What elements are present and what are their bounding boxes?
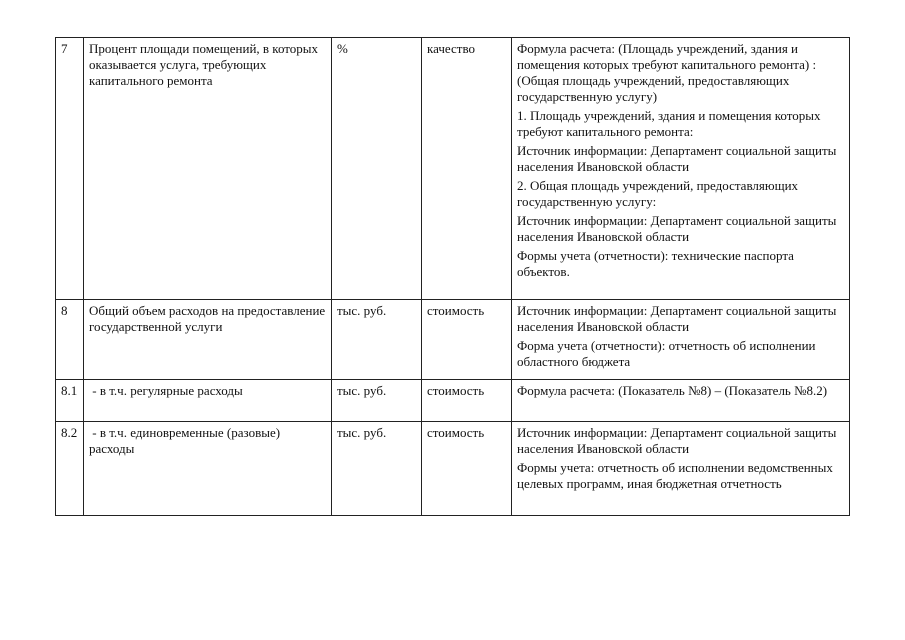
row-number: 8.2 xyxy=(56,422,84,516)
table-row xyxy=(56,38,850,300)
row-number: 8 xyxy=(56,300,84,380)
source-cell xyxy=(512,38,850,300)
indicator-type: стоимость xyxy=(422,300,512,380)
source-paragraph: Источник информации: Департамент социальной защиты населения Ивановской области xyxy=(517,303,837,334)
source-paragraph: Формула расчета: (Показатель №8) – (Показатель №8.2) xyxy=(517,383,828,398)
source-paragraph: Источник информации: Департамент социальной защиты населения Ивановской области xyxy=(517,213,837,244)
row-number: 7 xyxy=(56,38,84,300)
unit-of-measure: тыс. руб. xyxy=(332,380,422,422)
unit-of-measure: % xyxy=(332,38,422,300)
indicators-table xyxy=(55,37,850,516)
indicator-type: качество xyxy=(422,38,512,300)
indicator-type: стоимость xyxy=(422,380,512,422)
source-cell xyxy=(512,300,850,380)
source-cell xyxy=(512,422,850,516)
row-number: 8.1 xyxy=(56,380,84,422)
indicator-name: Общий объем расходов на предоставление государственной услуги xyxy=(84,300,332,380)
table-row xyxy=(56,300,850,380)
indicator-name: Процент площади помещений, в которых оказывается услуга, требующих капитального ремонта xyxy=(84,38,332,300)
table-row xyxy=(56,422,850,516)
source-paragraph: Формы учета (отчетности): технические паспорта объектов. xyxy=(517,248,794,279)
source-paragraph: Формула расчета: (Площадь учреждений, здания и помещения которых требуют капитального ремонта) : (Общая площадь учреждений, предоставляющих государственную услугу) xyxy=(517,41,817,104)
unit-of-measure: тыс. руб. xyxy=(332,300,422,380)
source-paragraph: Форма учета (отчетности): отчетность об исполнении областного бюджета xyxy=(517,338,816,369)
source-paragraph: Формы учета: отчетность об исполнении ведомственных целевых программ, иная бюджетная отчетность xyxy=(517,460,833,491)
source-paragraph: 2. Общая площадь учреждений, предоставляющих государственную услугу: xyxy=(517,178,799,209)
source-paragraph: Источник информации: Департамент социальной защиты населения Ивановской области xyxy=(517,143,837,174)
indicator-name: - в т.ч. регулярные расходы xyxy=(84,380,332,422)
indicator-type: стоимость xyxy=(422,422,512,516)
source-paragraph: Источник информации: Департамент социальной защиты населения Ивановской области xyxy=(517,425,837,456)
table-row xyxy=(56,380,850,422)
indicator-name: - в т.ч. единовременные (разовые) расходы xyxy=(84,422,332,516)
source-paragraph: 1. Площадь учреждений, здания и помещения которых требуют капитального ремонта: xyxy=(517,108,821,139)
source-cell xyxy=(512,380,850,422)
unit-of-measure: тыс. руб. xyxy=(332,422,422,516)
